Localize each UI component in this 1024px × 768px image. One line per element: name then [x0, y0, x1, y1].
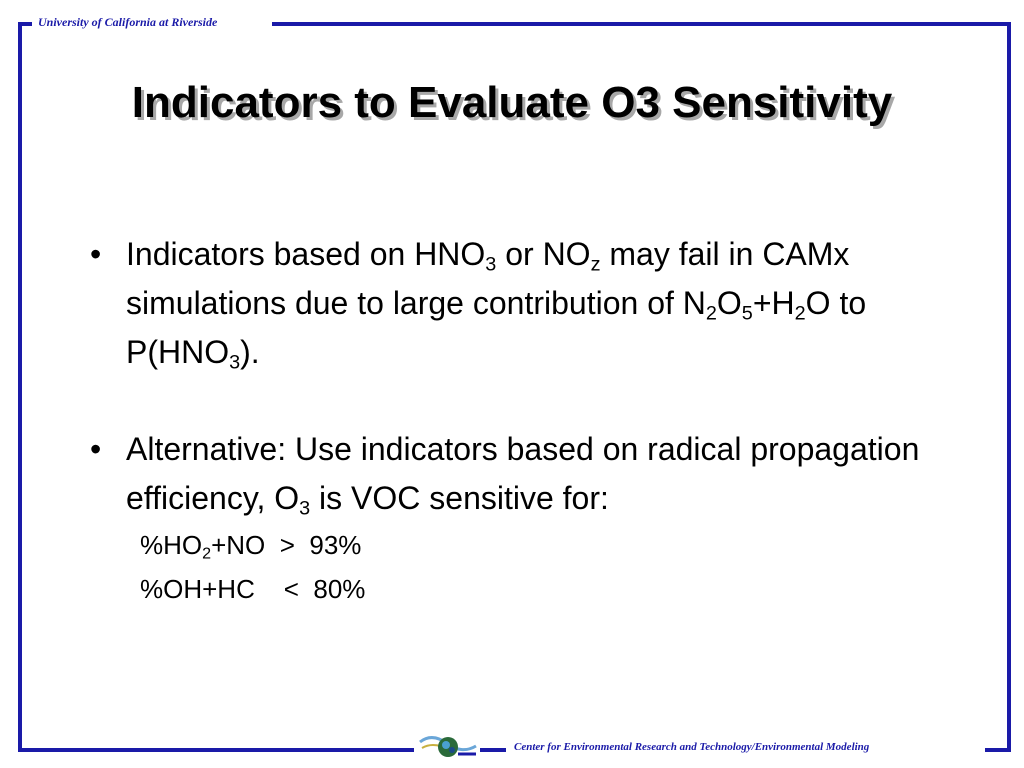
header-organization: University of California at Riverside	[38, 15, 218, 29]
bullet-item	[90, 230, 970, 377]
bullet-marker: •	[90, 236, 102, 272]
frame-bottom-right	[480, 748, 506, 752]
bullet-item	[90, 425, 970, 523]
bullet-text: Alternative: Use indicators based on radical propagation efficiency, $O_3$ is VOC sensitive for:	[126, 431, 920, 520]
frame-left	[18, 22, 22, 752]
sub-item: %OH+HC < 80%	[140, 574, 366, 604]
frame-bottom-left	[18, 748, 414, 752]
cert-globe-logo-icon	[418, 732, 478, 760]
frame-top-right	[272, 22, 1011, 26]
footer-organization: Center for Environmental Research and Technology/Environmental Modeling	[514, 741, 870, 753]
bullet-marker: •	[90, 431, 102, 467]
bullet-text: Indicators based on $HNO_3$ or $NO_z$ may fail in CAMx simulations due to large contribution of $N_2O_5+H_2O$ to $P(HNO_3)$.	[126, 236, 867, 374]
bullet-list	[90, 230, 970, 611]
frame-bottom-end	[985, 748, 1011, 752]
sub-item: $\%HO_2+NO > 93\%$	[140, 530, 362, 563]
frame-right	[1007, 22, 1011, 752]
slide-title: Indicators to Evaluate O3 Sensitivity	[131, 78, 893, 127]
